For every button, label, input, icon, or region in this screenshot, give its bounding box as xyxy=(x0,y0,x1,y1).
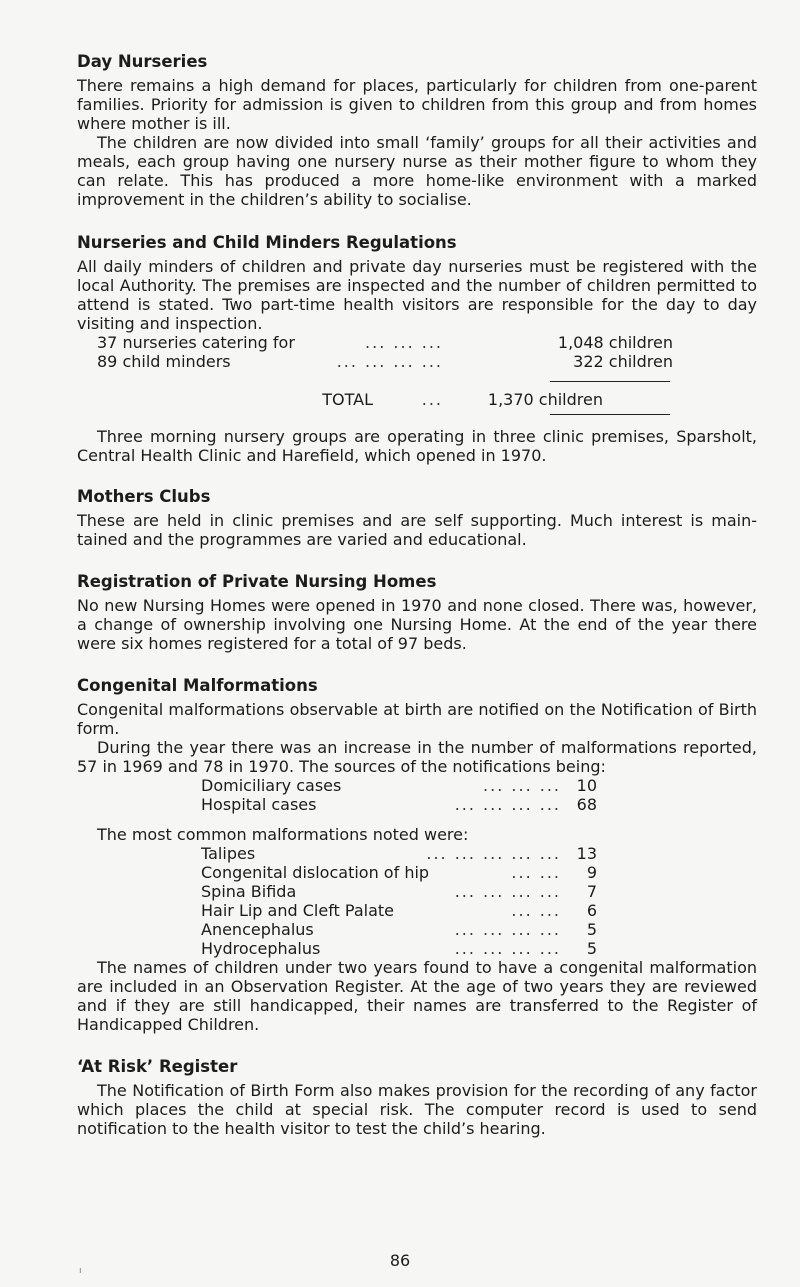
list-item xyxy=(201,863,601,882)
paragraph: Congenital malformations observable at birth are notified on the Notification of Birth form. xyxy=(77,700,757,738)
item-label: Talipes xyxy=(201,844,256,863)
section-regulations xyxy=(77,233,757,465)
item-value: 5 xyxy=(586,920,597,939)
paragraph: All daily minders of children and private day nurseries must be registered with the local Authority. The premises are inspected and the number of children permitted to attend is stated. Two part-time health visitors are responsible for the day to day visiting and inspection. xyxy=(77,257,757,333)
leader-dots: ... ... ... ... xyxy=(336,352,443,371)
heading-nursing-homes: Registration of Private Nursing Homes xyxy=(77,572,437,591)
heading-malformations: Congenital Malformations xyxy=(77,676,318,695)
list-item xyxy=(201,939,601,958)
document-page xyxy=(77,52,757,1162)
leader-dots: ... ... ... xyxy=(483,776,561,795)
page-number: 86 xyxy=(389,1251,411,1270)
paragraph: The children are now divided into small ‘family’ groups for all their activities and meals, each group having one nursery nurse as their mother figure to whom they can relate. This has produced a more home-like environment with a marked improvement in the children’s ability to socialise. xyxy=(77,133,757,209)
heading-regulations: Nurseries and Child Minders Regulations xyxy=(77,233,457,252)
leader-dots: ... ... xyxy=(511,901,561,920)
sources-list xyxy=(201,776,601,814)
leader-dots: ... ... ... ... ... xyxy=(426,844,561,863)
row-value: 1,048 children xyxy=(557,333,673,352)
section-nursing-homes xyxy=(77,572,757,653)
paragraph: The Notification of Birth Form also makes provision for the recording of any factor which places the child at special risk. The computer record is used to send notification to the health visitor to test the child’s hearing. xyxy=(77,1081,757,1138)
list-item xyxy=(201,844,601,863)
item-label: Congenital dislocation of hip xyxy=(201,863,430,882)
row-value: 322 children xyxy=(573,352,673,371)
malformations-list xyxy=(201,844,601,958)
item-label: Hospital cases xyxy=(201,795,317,814)
table-row xyxy=(97,352,757,371)
total-row xyxy=(77,390,757,409)
table-row xyxy=(97,333,757,352)
item-value: 5 xyxy=(586,939,597,958)
section-mothers-clubs xyxy=(77,487,757,549)
heading-day-nurseries: Day Nurseries xyxy=(77,52,208,71)
leader-dots: ... ... ... ... xyxy=(454,939,561,958)
list-item xyxy=(201,882,601,901)
leader-dots: ... ... ... xyxy=(365,333,443,352)
section-day-nurseries xyxy=(77,52,757,209)
paragraph: There remains a high demand for places, particularly for children from one-parent families. Priority for admission is given to children from this group and from homes where mother is ill. xyxy=(77,76,757,133)
item-value: 9 xyxy=(586,863,597,882)
section-malformations xyxy=(77,676,757,1034)
item-value: 13 xyxy=(576,844,597,863)
total-value: 1,370 children xyxy=(487,390,603,409)
list-item xyxy=(201,901,601,920)
heading-at-risk: ‘At Risk’ Register xyxy=(77,1057,238,1076)
item-label: Hair Lip and Cleft Palate xyxy=(201,901,395,920)
list-item xyxy=(201,776,601,795)
total-label: TOTAL xyxy=(322,390,373,409)
leader-dots: ... ... ... ... xyxy=(454,882,561,901)
heading-mothers-clubs: Mothers Clubs xyxy=(77,487,211,506)
paragraph: Three morning nursery groups are operating in three clinic premises, Sparsholt, Central Health Clinic and Harefield, which opened in 1970. xyxy=(77,427,757,465)
leader-dots: ... xyxy=(421,390,443,409)
item-label: Hydrocephalus xyxy=(201,939,321,958)
paragraph: During the year there was an increase in the number of malformations reported, 57 in 1969 and 78 in 1970. The sources of the notifications being: xyxy=(77,738,757,776)
item-value: 10 xyxy=(576,776,597,795)
leader-dots: ... ... ... ... xyxy=(454,920,561,939)
list-item xyxy=(201,920,601,939)
paragraph: The most common malformations noted were: xyxy=(97,825,469,844)
leader-dots: ... ... xyxy=(511,863,561,882)
item-label: Domiciliary cases xyxy=(201,776,342,795)
item-label: Anencephalus xyxy=(201,920,314,939)
item-value: 68 xyxy=(576,795,597,814)
item-value: 6 xyxy=(586,901,597,920)
paragraph: These are held in clinic premises and are self supporting. Much interest is maintained and the programmes are varied and educational. xyxy=(77,511,757,549)
total-rule xyxy=(550,414,670,415)
paragraph: The names of children under two years found to have a congenital malformation are included in an Observation Register. At the age of two years they are reviewed and if they are still handicapped, their names are transferred to the Register of Handicapped Children. xyxy=(77,958,757,1034)
row-label: 89 child minders xyxy=(97,352,231,371)
row-label: 37 nurseries catering for xyxy=(97,333,295,352)
leader-dots: ... ... ... ... xyxy=(454,795,561,814)
scan-mark: ı xyxy=(79,1266,82,1276)
total-rule xyxy=(550,381,670,382)
item-label: Spina Bifida xyxy=(201,882,297,901)
list-item xyxy=(201,795,601,814)
paragraph: No new Nursing Homes were opened in 1970 and none closed. There was, however, a change of ownership involving one Nursing Home. At the end of the year there were six homes registered for a total of 97 beds. xyxy=(77,596,757,653)
section-at-risk xyxy=(77,1057,757,1138)
item-value: 7 xyxy=(586,882,597,901)
